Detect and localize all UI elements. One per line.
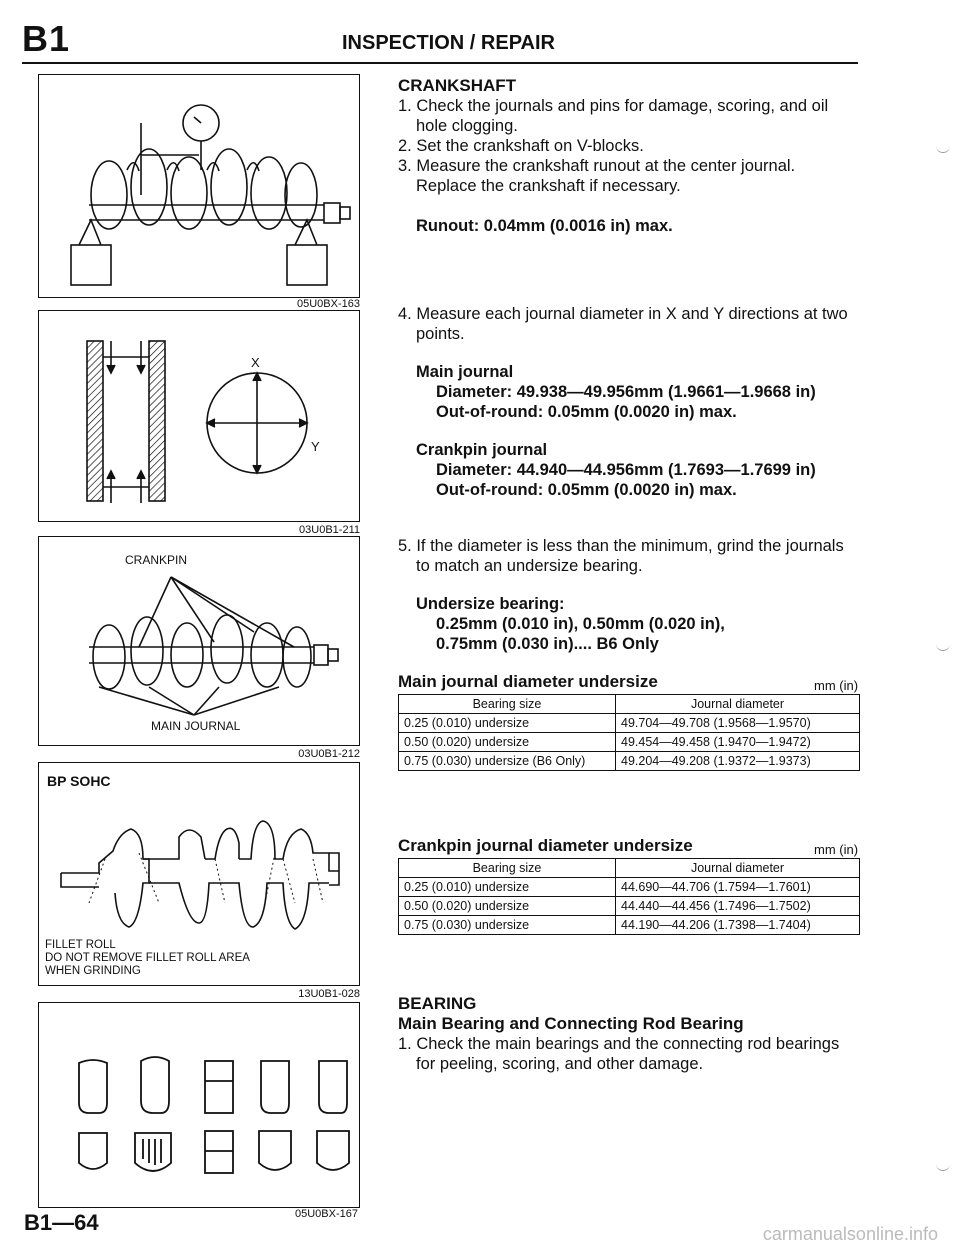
table-cell: 0.25 (0.010) undersize [399, 878, 616, 897]
margin-mark [936, 644, 950, 651]
figure-code: 13U0B1-028 [298, 988, 360, 1000]
undersize-values-line-2: 0.75mm (0.030 in).... B6 Only [436, 635, 659, 653]
table-cell: 49.704—49.708 (1.9568—1.9570) [616, 714, 860, 733]
table-cell: 0.50 (0.020) undersize [399, 733, 616, 752]
figure-crankshaft-runout [38, 74, 360, 298]
table-header-cell: Bearing size [399, 859, 616, 878]
step-5-line-1: 5. If the diameter is less than the minimum, grind the journals [398, 537, 844, 555]
table-header-row [399, 695, 860, 714]
axis-label-y: Y [311, 439, 320, 454]
crankshaft-heading: CRANKSHAFT [398, 76, 517, 95]
crankpin-journal-heading: Crankpin journal [416, 441, 548, 459]
bearing-step-1-line-2: for peeling, scoring, and other damage. [416, 1055, 704, 1073]
step-4-line-2: points. [416, 325, 465, 343]
figure-code: 05U0BX-163 [297, 298, 360, 310]
table-cell: 0.25 (0.010) undersize [399, 714, 616, 733]
margin-mark [936, 146, 950, 153]
table-cell: 0.75 (0.030) undersize (B6 Only) [399, 752, 616, 771]
margin-mark [936, 1164, 950, 1171]
journal-measurement-illustration [39, 311, 359, 521]
bearing-subheading: Main Bearing and Connecting Rod Bearing [398, 1014, 744, 1033]
page-number: B1—64 [24, 1210, 99, 1235]
note-when-grinding: WHEN GRINDING [45, 965, 141, 977]
table-cell: 49.454—49.458 (1.9470—1.9472) [616, 733, 860, 752]
table-row [399, 897, 860, 916]
step-5-line-2: to match an undersize bearing. [416, 557, 643, 575]
main-journal-table-title: Main journal diameter undersize [398, 672, 658, 691]
table-cell: 0.75 (0.030) undersize [399, 916, 616, 935]
bearings-illustration [39, 1003, 359, 1207]
undersize-values-line-1: 0.25mm (0.010 in), 0.50mm (0.020 in), [436, 615, 725, 633]
table-row [399, 878, 860, 897]
label-main-journal: MAIN JOURNAL [151, 719, 241, 733]
table-cell: 44.440—44.456 (1.7496—1.7502) [616, 897, 860, 916]
note-fillet-roll: FILLET ROLL [45, 939, 116, 951]
section-code: B1 [22, 18, 71, 59]
header-divider [22, 62, 858, 64]
table-cell: 49.204—49.208 (1.9372—1.9373) [616, 752, 860, 771]
step-1-line-1: 1. Check the journals and pins for damage, scoring, and oil [398, 97, 829, 115]
crankpin-illustration [39, 537, 359, 745]
undersize-heading: Undersize bearing: [416, 595, 565, 613]
table-cell: 44.690—44.706 (1.7594—1.7601) [616, 878, 860, 897]
table-row [399, 714, 860, 733]
bearing-heading: BEARING [398, 994, 477, 1013]
figure-bearings [38, 1002, 360, 1208]
crankpin-table-units: mm (in) [814, 842, 859, 857]
crankshaft-runout-illustration [39, 75, 359, 297]
crankpin-table-title: Crankpin journal diameter undersize [398, 836, 693, 855]
page-title: INSPECTION / REPAIR [342, 32, 555, 54]
figure-crankpin-main-journal [38, 536, 360, 746]
table-header-row [399, 859, 860, 878]
figure-title: BP SOHC [47, 773, 111, 789]
step-3-line-2: Replace the crankshaft if necessary. [416, 177, 681, 195]
table-header-cell: Journal diameter [616, 695, 860, 714]
figure-code: 03U0B1-211 [299, 524, 360, 536]
figure-journal-measurement [38, 310, 360, 522]
step-1-line-2: hole clogging. [416, 117, 518, 135]
main-journal-out-of-round: Out-of-round: 0.05mm (0.0020 in) max. [436, 403, 737, 421]
step-4-line-1: 4. Measure each journal diameter in X and Y directions at two [398, 305, 848, 323]
axis-label-x: X [251, 355, 260, 370]
bearing-step-1-line-1: 1. Check the main bearings and the connecting rod bearings [398, 1035, 840, 1053]
table-row [399, 733, 860, 752]
main-journal-diameter: Diameter: 49.938—49.956mm (1.9661—1.9668 in) [436, 383, 816, 401]
step-2: 2. Set the crankshaft on V-blocks. [398, 137, 644, 155]
runout-spec: Runout: 0.04mm (0.0016 in) max. [416, 217, 673, 235]
crankpin-undersize-table [398, 858, 860, 935]
main-journal-table-units: mm (in) [814, 678, 859, 693]
figure-code: 03U0B1-212 [298, 748, 360, 760]
figure-code: 05U0BX-167 [295, 1208, 358, 1220]
step-3-line-1: 3. Measure the crankshaft runout at the center journal. [398, 157, 796, 175]
table-header-cell: Bearing size [399, 695, 616, 714]
crankpin-journal-out-of-round: Out-of-round: 0.05mm (0.0020 in) max. [436, 481, 737, 499]
table-row [399, 916, 860, 935]
table-cell: 0.50 (0.020) undersize [399, 897, 616, 916]
figure-fillet-roll [38, 762, 360, 986]
table-header-cell: Journal diameter [616, 859, 860, 878]
main-journal-heading: Main journal [416, 363, 514, 381]
table-cell: 44.190—44.206 (1.7398—1.7404) [616, 916, 860, 935]
table-row [399, 752, 860, 771]
main-journal-undersize-table [398, 694, 860, 771]
crankpin-journal-diameter: Diameter: 44.940—44.956mm (1.7693—1.7699 in) [436, 461, 816, 479]
label-crankpin: CRANKPIN [125, 553, 188, 567]
note-do-not-remove: DO NOT REMOVE FILLET ROLL AREA [45, 952, 250, 964]
watermark: carmanualsonline.info [762, 1224, 938, 1244]
